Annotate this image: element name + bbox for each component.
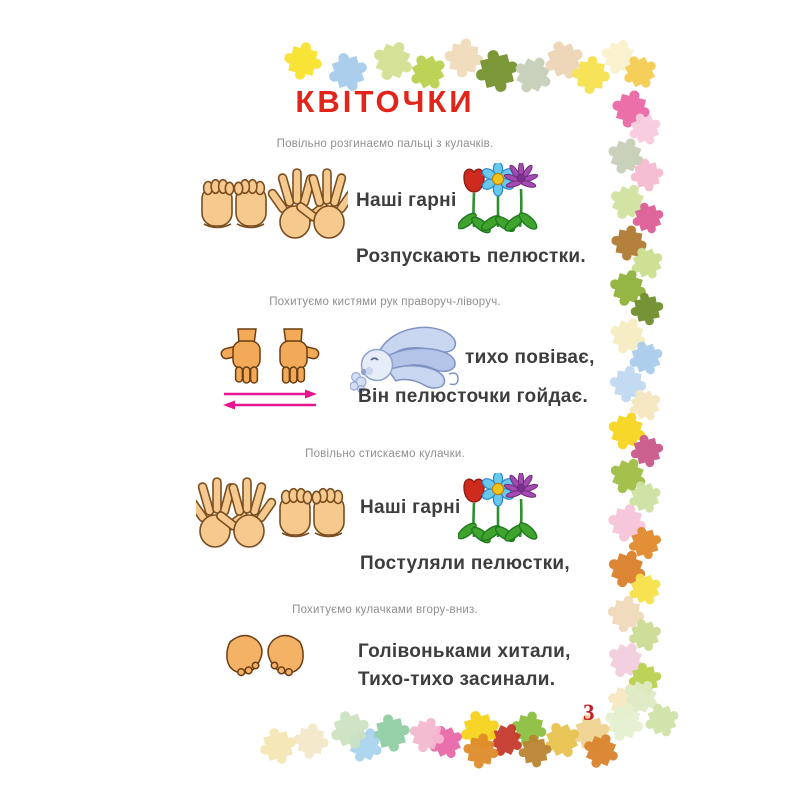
verse-1-line-1: Наші гарні <box>356 190 457 211</box>
tulip-flower <box>464 169 484 192</box>
flowers-icon-2 <box>458 473 538 547</box>
aster-flower <box>504 163 538 189</box>
verse-4-line-2: Тихо-тихо засинали. <box>358 669 556 690</box>
open-hands-then-fists-icon <box>196 477 348 549</box>
instruction-1: Повільно розгинаємо пальці з кулачків. <box>276 138 494 150</box>
drooping-fists-icon <box>222 630 308 686</box>
instruction-3: Повільно стискаємо кулачки. <box>305 448 465 460</box>
flowers-icon-1 <box>458 163 538 237</box>
fists-then-open-hands-icon <box>196 168 348 240</box>
verse-2-line-1: тихо повіває, <box>465 347 595 368</box>
verse-1-line-2: Розпускають пелюстки. <box>356 246 586 267</box>
instruction-4: Похитуємо кулачками вгору-вниз. <box>292 604 478 616</box>
page-number: 3 <box>583 700 595 725</box>
hands-swaying-sideways-icon <box>220 328 320 386</box>
verse-3-line-1: Наші гарні <box>360 497 461 518</box>
left-right-arrows-icon <box>220 388 320 412</box>
page-title: КВІТОЧКИ <box>295 84 475 119</box>
instruction-2: Похитуємо кистями рук праворуч-ліворуч. <box>269 296 501 308</box>
verse-3-line-2: Постуляли пелюстки, <box>360 553 570 574</box>
verse-4-line-1: Голівоньками хитали, <box>358 641 571 662</box>
verse-2-line-2: Він пелюсточки гойдає. <box>358 386 589 407</box>
